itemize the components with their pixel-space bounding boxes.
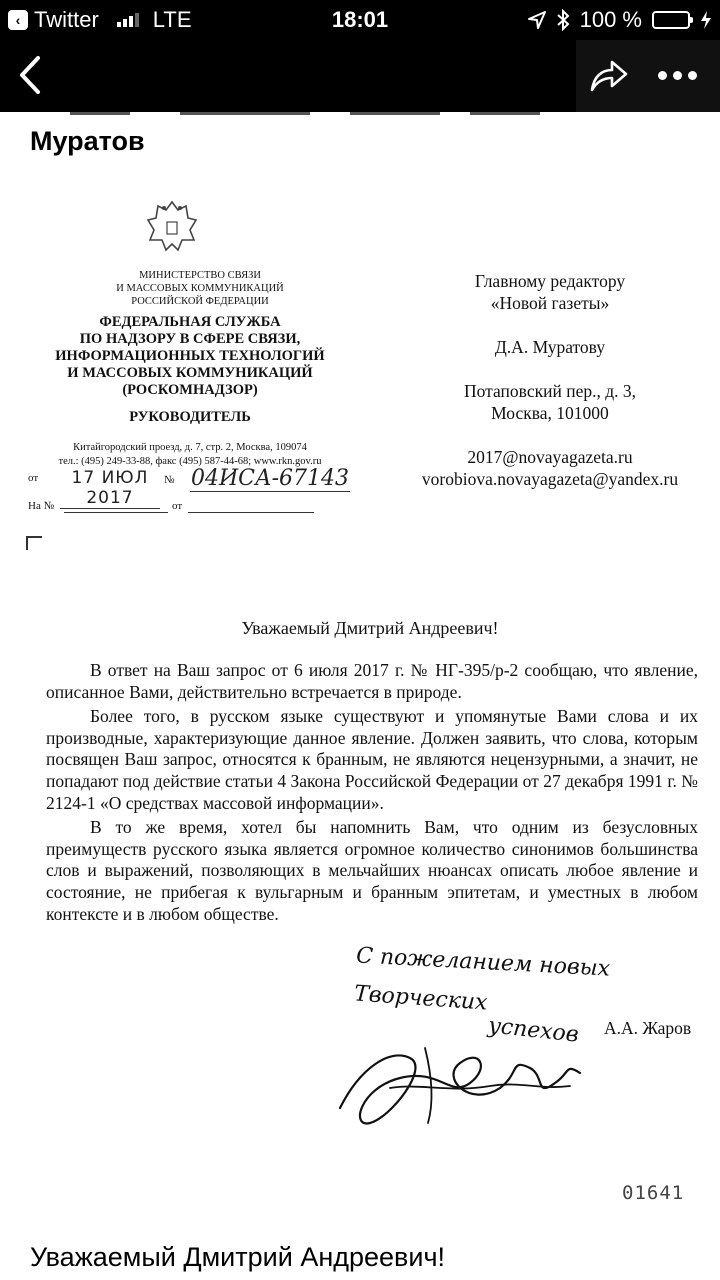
signal-icon (117, 13, 139, 27)
service-line: ФЕДЕРАЛЬНАЯ СЛУЖБА (99, 314, 281, 330)
ministry-line: И МАССОВЫХ КОММУНИКАЦИЙ (116, 283, 284, 294)
more-icon[interactable] (658, 60, 706, 90)
back-app-label: Twitter (34, 7, 99, 32)
document-image[interactable] (0, 188, 720, 1218)
location-icon (528, 11, 546, 29)
cropped-text-line (30, 112, 550, 118)
letter-paragraph: Более того, в русском языке существуют и упомянутые Вами слова и их производные, характеризующие данное явление. Должен заявить, что слова, которым посвящен Ваш запрос, относятся к бранным, не являются нецензурными, а значит, не попадают под действие статьи 4 Закона Российской Федерации от 27 декабря 1991 г. № 2124-1 «О средствах массовой информации». (46, 706, 698, 813)
org-address: Китайгородский проезд, д. 7, стр. 2, Москва, 109074 (73, 442, 307, 453)
service-line: ИНФОРМАЦИОННЫХ ТЕХНОЛОГИЙ (55, 348, 325, 364)
battery-percent: 100 % (579, 7, 642, 32)
nav-actions (576, 40, 720, 112)
article-author: Муратов (30, 126, 145, 156)
navigation-bar (0, 40, 720, 112)
letter-paragraph: В ответ на Ваш запрос от 6 июля 2017 г. № НГ-395/р-2 сообщаю, что явление, описанное Вами, действительно встречается в природе. (46, 660, 698, 702)
ref-to-line (64, 512, 168, 513)
battery-icon (652, 11, 690, 29)
recipient-email: 2017@novayagazeta.ru (467, 447, 633, 467)
ref-number: 04ИСА-67143 (190, 466, 350, 491)
letter-paragraph: В то же время, хотел бы напомнить Вам, что одним из безусловных преимуществ русского языка является огромное количество синонимов большинства слов и выражений, позволяющих в мельчайших нюансах описать любое явление и состояние, не прибегая к вульгарным и бранным эпитетам, и уместных в любом контексте и в любом обществе. (46, 817, 698, 924)
ref-to-label: На № (28, 500, 55, 512)
recipient-email: vorobiova.novayagazeta@yandex.ru (421, 469, 679, 489)
recipient-line: Д.А. Муратову (494, 337, 606, 357)
ref-number-label: № (164, 474, 175, 486)
handwritten-note: успехов (486, 1013, 580, 1048)
status-bar (0, 0, 720, 40)
corner-mark (26, 536, 42, 550)
stamp-number: 01641 (622, 1182, 685, 1204)
article-text: Уважаемый Дмитрий Андреевич! (30, 1242, 446, 1272)
signature (330, 1028, 590, 1138)
ref-date-stamp: 17 ИЮЛ 2017 (60, 468, 160, 509)
network-type: LTE (152, 7, 192, 32)
bluetooth-icon (556, 9, 570, 31)
service-line: И МАССОВЫХ КОММУНИКАЦИЙ (67, 365, 313, 381)
recipient-line: Главному редактору (474, 271, 626, 291)
letter-body (46, 660, 698, 928)
recipient-line: «Новой газеты» (490, 293, 610, 313)
letter-salutation: Уважаемый Дмитрий Андреевич! (241, 618, 499, 638)
ref-from-label: от (28, 472, 39, 484)
ref-ot-label: от (172, 500, 183, 512)
ministry-line: РОССИЙСКОЙ ФЕДЕРАЦИИ (131, 296, 269, 307)
coat-of-arms-icon (140, 196, 204, 260)
chevron-left-icon[interactable] (8, 50, 52, 100)
ministry-line: МИНИСТЕРСТВО СВЯЗИ (139, 270, 261, 281)
recipient-line: Москва, 101000 (491, 403, 609, 423)
service-line: ПО НАДЗОРУ В СФЕРЕ СВЯЗИ, (79, 331, 301, 347)
handwritten-note: Творческих (353, 981, 489, 1016)
ref-ot-line (188, 512, 314, 513)
back-to-app[interactable] (8, 7, 192, 33)
org-contacts: тел.: (495) 249-33-88, факс (495) 587-44-68; www.rkn.gov.ru (58, 456, 322, 467)
clock: 18:01 (331, 7, 389, 32)
recipient-line: Потаповский пер., д. 3, (464, 381, 636, 401)
service-line: (РОСКОМНАДЗОР) (122, 382, 258, 398)
status-right (528, 7, 712, 33)
signer-name: А.А. Жаров (604, 1018, 692, 1038)
share-icon[interactable] (584, 52, 630, 98)
handwritten-note: С пожеланием новых (355, 943, 611, 982)
back-to-app-icon: ‹ (8, 10, 28, 30)
charging-icon (700, 10, 712, 30)
head-title: РУКОВОДИТЕЛЬ (129, 409, 251, 425)
